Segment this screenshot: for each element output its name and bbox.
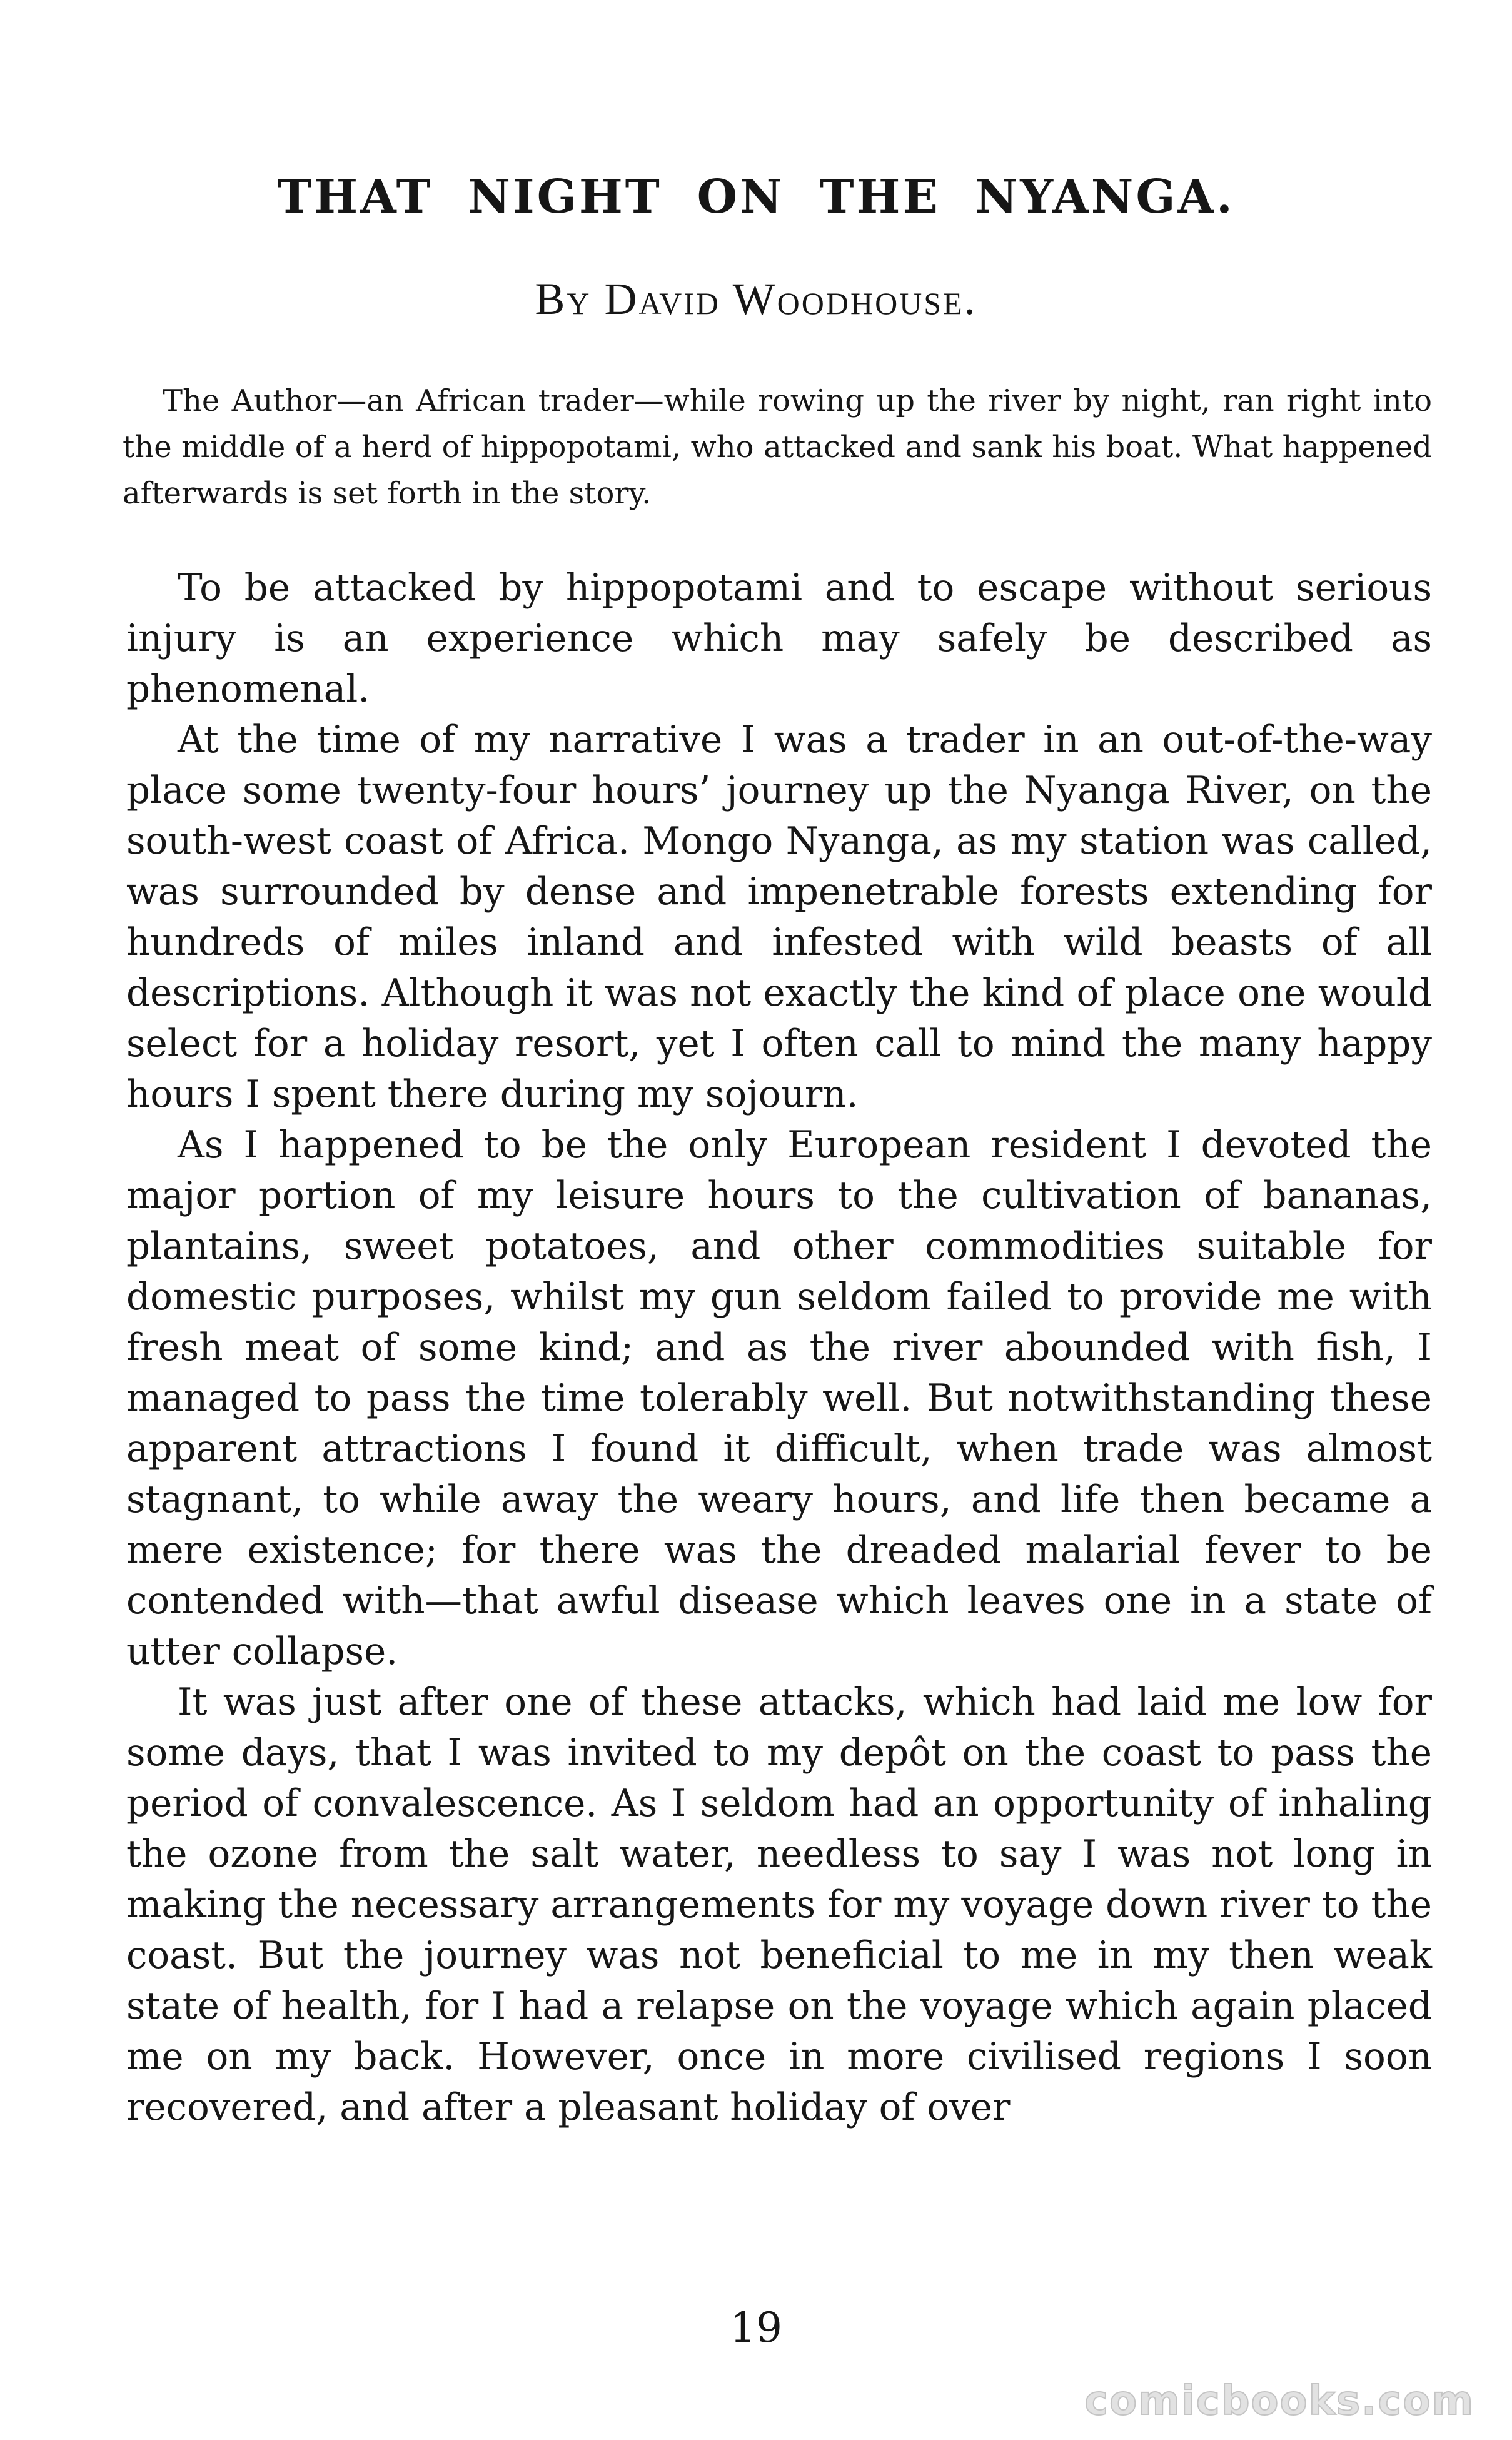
- author-byline: By David Woodhouse.: [535, 274, 977, 324]
- page-number: 19: [730, 2304, 782, 2352]
- story-summary: The Author—an African trader—while rowing up the river by night, ran right into the middle of a herd of hippopotami, who attacked and sank his boat. What happened afterwards is set forth in the story.: [123, 383, 1432, 511]
- body-paragraph-3: As I happened to be the only European resident I devoted the major portion of my leisure hours to the cultivation of bananas, plantains, sweet potatoes, and other commodities suitable for domestic purposes, whilst my gun seldom failed to provide me with fresh meat of some kind; and as the river abounded with fish, I managed to pass the time tolerably well. But notwithstanding these apparent attractions I found it difficult, when trade was almost stagnant, to while away the weary hours, and life then became a mere existence; for there was the dreaded malarial fever to be contended with—that awful disease which leaves one in a state of utter collapse.: [126, 1124, 1432, 1673]
- story-body: [126, 563, 1432, 2133]
- body-paragraph-1: To be attacked by hippopotami and to escape without serious injury is an experience which may safely be described as phenomenal.: [126, 567, 1432, 711]
- story-title: THAT NIGHT ON THE NYANGA.: [277, 170, 1235, 224]
- site-watermark: comicbooks.com: [1084, 2378, 1474, 2424]
- body-paragraph-2: At the time of my narrative I was a trader in an out-of-the-way place some twenty-four hours’ journey up the Nyanga River, on the south-west coast of Africa. Mongo Nyanga, as my station was called, was surrounded by dense and impenetrable forests extending for hundreds of miles inland and infested with wild beasts of all descriptions. Although it was not exactly the kind of place one would select for a holiday resort, yet I often call to mind the many happy hours I spent there during my sojourn.: [126, 718, 1432, 1116]
- body-paragraph-4: It was just after one of these attacks, which had laid me low for some days, that I was invited to my depôt on the coast to pass the period of convalescence. As I seldom had an opportunity of inhaling the ozone from the salt water, needless to say I was not long in making the necessary arrangements for my voyage down river to the coast. But the journey was not beneficial to me in my then weak state of health, for I had a relapse on the voyage which again placed me on my back. However, once in more civilised regions I soon recovered, and after a pleasant holiday of over: [126, 1681, 1432, 2129]
